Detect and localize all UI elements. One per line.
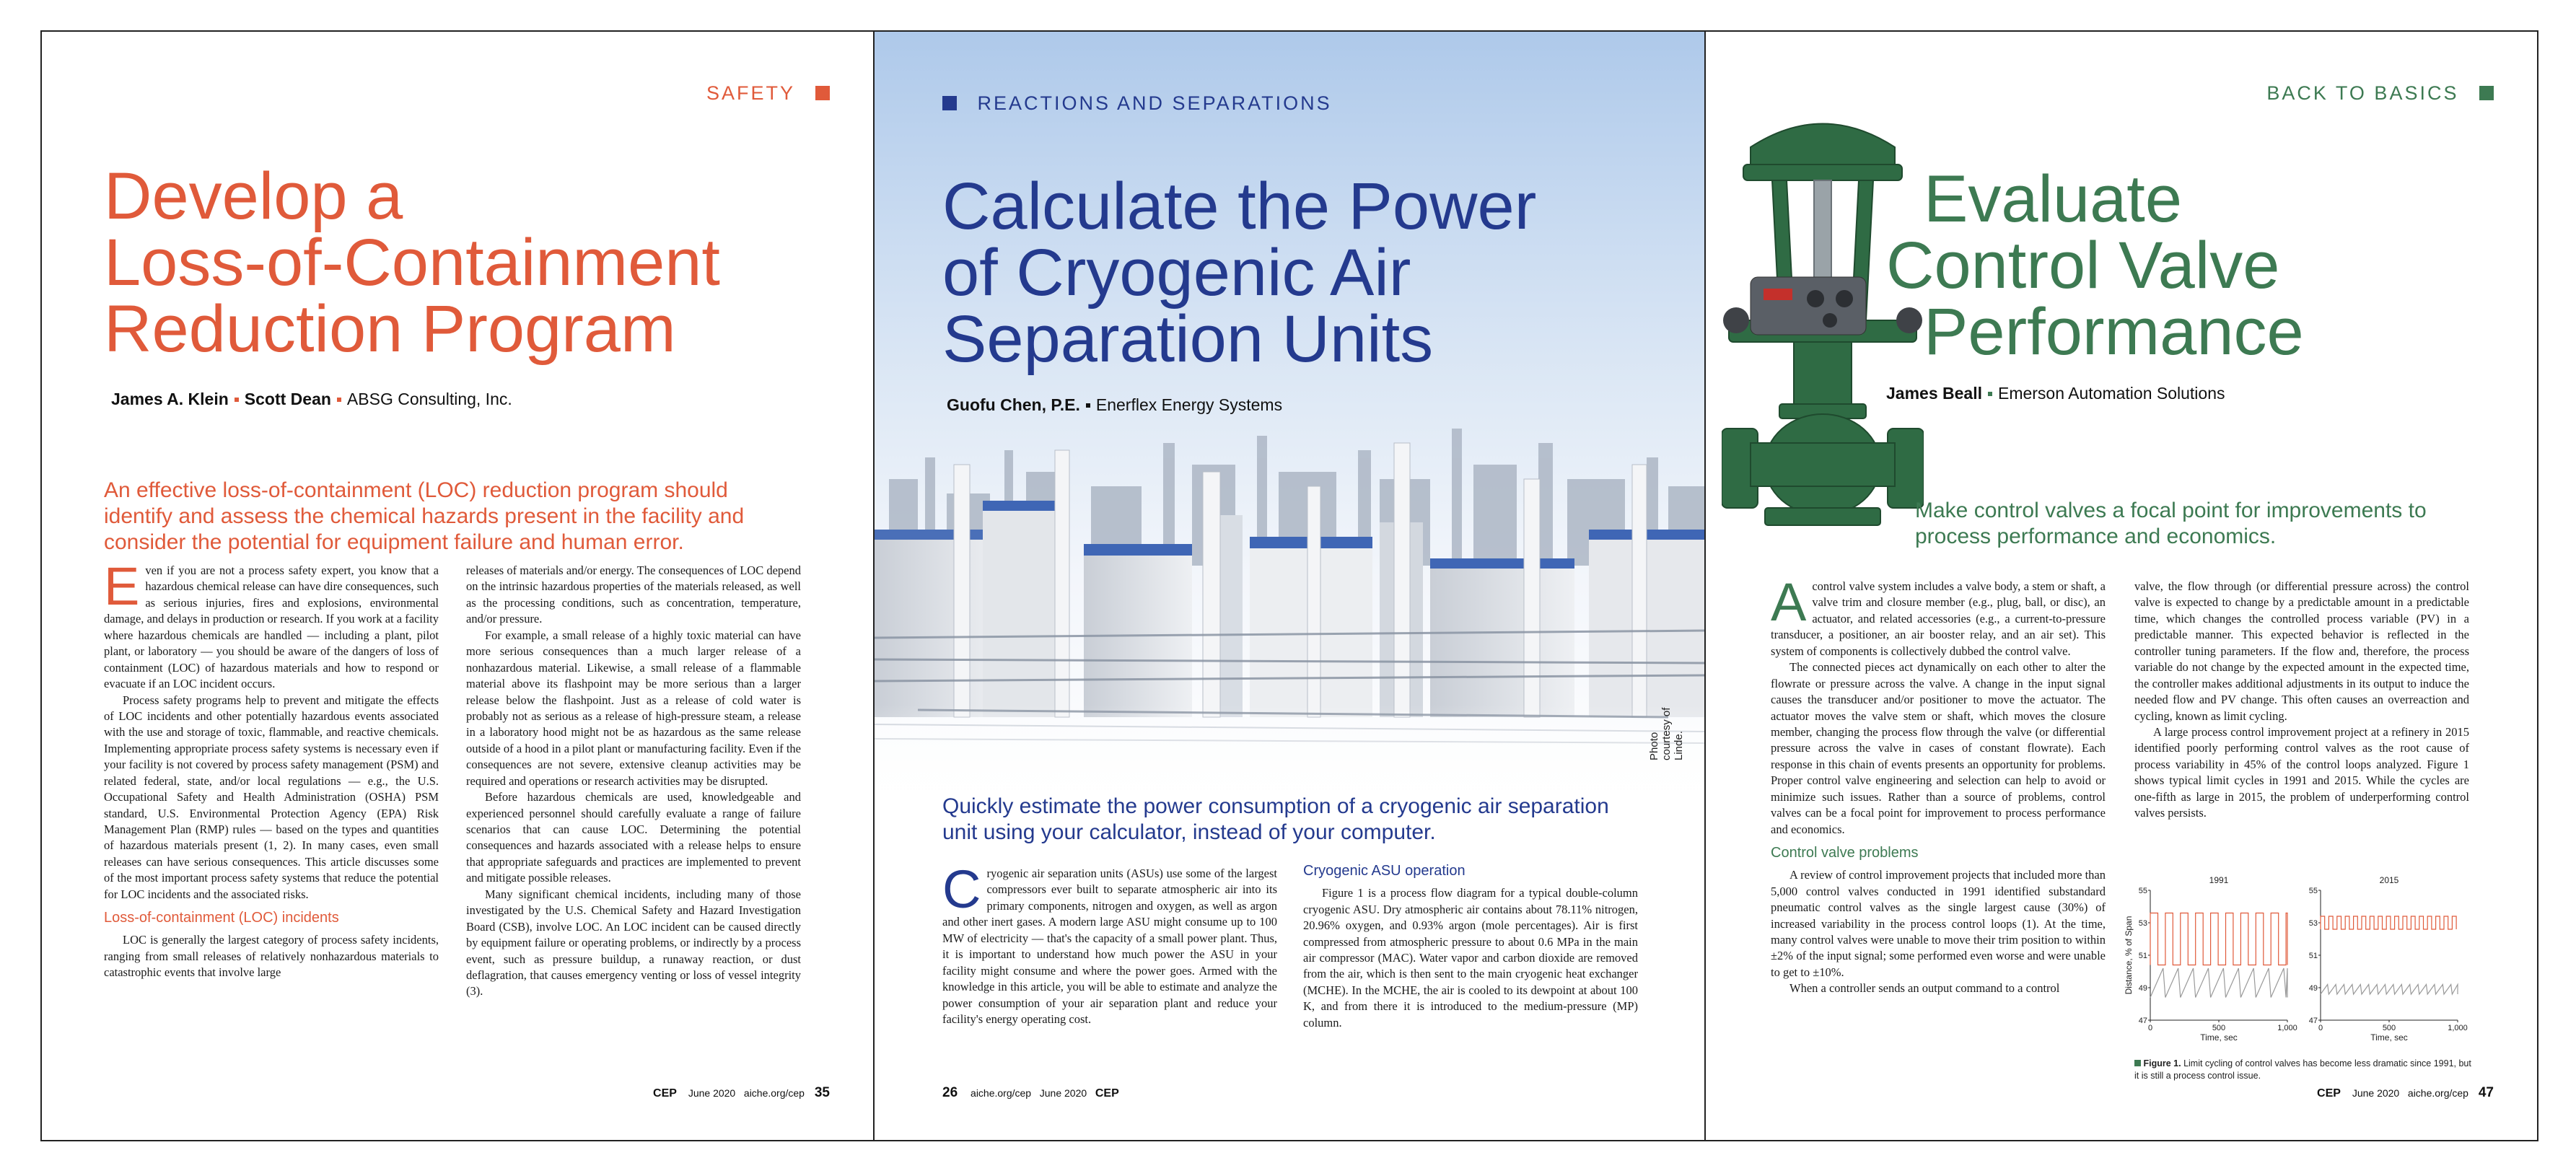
y-tick-label: 51 bbox=[2308, 952, 2318, 960]
page-control-valve bbox=[1704, 30, 2538, 1141]
paragraph: A large process control improvement project at a refinery in 2015 identified poorly performing control valves as the root cause of process variability in 45% of the control loops analyzed. Figure 1 shows typical limit cycles in 1991 and 2015. While the cycles are one-fifth as large in 2015, the problem of underperforming control valves persists. bbox=[2134, 724, 2469, 820]
separator-dot bbox=[1086, 403, 1090, 408]
figure-1-charts bbox=[2124, 874, 2471, 1058]
y-tick-label: 55 bbox=[2308, 887, 2318, 895]
journal-site: aiche.org/cep bbox=[743, 1087, 805, 1099]
section-square-icon bbox=[2479, 86, 2494, 100]
paragraph: The connected pieces act dynamically on each other to alter the flowrate or pressure across the valve. A change in the input signal causes the transducer and/or positioner to move the actuator. The actuator moves the valve stem or shaft, which moves the closure member, changing the process flow through the valve (or differential pressure across the valve in cases of constant flowrate). Each response in this chain of events presents an opportunity for problems. Proper control valve engineering and selection can help to avoid or minimize such issues. Rather than a source of problems, control valves can be a focal point for improvement to process performance and economics. bbox=[1771, 660, 2106, 836]
issue-date: June 2020 bbox=[688, 1087, 736, 1099]
paragraph: Before hazardous chemicals are used, knowledgeable and experienced personnel should carefully evaluate a range of failure scenarios that can cause LOC. Determining the potential consequences and hazards associated with a release helps to ensure that appropriate safeguards and practices are implemented to prevent and mitigate possible releases. bbox=[466, 790, 801, 885]
series-line-1 bbox=[2321, 916, 2456, 929]
photo-credit: Photo courtesy of Linde. bbox=[1648, 707, 1685, 760]
dropcap: A bbox=[1771, 572, 1807, 632]
caption-text: Limit cycling of control valves has become less dramatic since 1991, but it is still a process control issue. bbox=[2134, 1058, 2471, 1081]
x-axis-label: Time, sec bbox=[2370, 1032, 2408, 1043]
title-line: Evaluate bbox=[1924, 162, 2183, 236]
journal-name: CEP bbox=[2317, 1087, 2341, 1100]
paragraph: valve, the flow through (or differential pressure across) the control valve is expected to change by a predictable amount in a predictable time, which changes the controlled process variable (PV) in a predictable manner. This expected behavior is reflected in the controller tuning parameters. If the flow and, therefore, the process variable do not change by the expected amount in the expected time, the controller makes additional adjustments in its output to induce the needed flow and PV change. This often causes an overreaction and cycling, known as limit cycling. bbox=[2134, 579, 2469, 723]
author-name: James Beall bbox=[1886, 384, 1982, 403]
chart-title: 1991 bbox=[2209, 875, 2229, 885]
section-tag bbox=[706, 82, 830, 105]
title-line: Performance bbox=[1924, 295, 2304, 369]
byline bbox=[1886, 384, 2225, 403]
paragraph: A review of control improvement projects that included more than 5,000 control valves conducted in 1991 identified substandard pneumatic control valves as the single largest cause (30%) of increased variability in the process control loops (1). At the time, many control valves were unable to move their trim position to within ±2% of the input signal; some performed even worse and were unable to get to ±10%. bbox=[1771, 868, 2106, 979]
affiliation: Enerflex Energy Systems bbox=[1095, 395, 1283, 414]
y-tick-label: 49 bbox=[2308, 984, 2318, 993]
separator-dot bbox=[235, 398, 239, 402]
section-tag bbox=[2266, 82, 2494, 105]
article-deck: An effective loss-of-containment (LOC) reduction program should identify and assess the chemical hazards present in the facility and consider the potential for equipment failure and human error. bbox=[104, 478, 745, 554]
paragraph: releases of materials and/or energy. The consequences of LOC depend on the intrinsic hazardous properties of the materials released, as well as the processing conditions, such as concentration, temperature, and/or pressure. bbox=[466, 563, 801, 626]
x-axis-label: Time, sec bbox=[2200, 1032, 2238, 1043]
text-column-2 bbox=[1303, 861, 1638, 1031]
byline bbox=[947, 395, 1282, 415]
y-tick-label: 49 bbox=[2138, 984, 2147, 993]
page-safety bbox=[40, 30, 875, 1141]
separator-dot bbox=[337, 398, 341, 402]
x-tick-label: 1,000 bbox=[2277, 1024, 2297, 1032]
paragraph: Figure 1 is a process flow diagram for a typical double-column cryogenic ASU. Dry atmospheric air contains about 78.11% nitrogen, 20.96% oxygen, and 0.93% argon (mole percentages). Air is first compressed from atmospheric pressure to about 0.6 MPa in the main air compressor (MAC). Water vapor and carbon dioxide are removed from the air, which is then sent to the main cryogenic heat exchanger (MCHE). In the MCHE, the air is cooled to its dewpoint at about 100 K, and from there it is introduced to the medium-pressure (MP) column. bbox=[1303, 886, 1638, 1030]
title-line: Separation Units bbox=[942, 302, 1434, 376]
text-column-2 bbox=[466, 563, 801, 1000]
figure-caption bbox=[2134, 1058, 2474, 1082]
affiliation: ABSG Consulting, Inc. bbox=[346, 390, 512, 408]
section-tag bbox=[942, 92, 1332, 115]
title-line: Calculate the Power bbox=[942, 170, 1537, 243]
title-line: Loss-of-Containment bbox=[104, 226, 720, 299]
title-line: of Cryogenic Air bbox=[942, 236, 1411, 310]
page-number: 47 bbox=[2478, 1085, 2494, 1100]
journal-name: CEP bbox=[653, 1087, 677, 1100]
series-line-2 bbox=[2150, 968, 2287, 998]
x-tick-label: 500 bbox=[2382, 1024, 2396, 1032]
article-deck: Quickly estimate the power consumption of a cryogenic air separation unit using your calculator, instead of your computer. bbox=[942, 794, 1609, 844]
title-line: Develop a bbox=[104, 159, 403, 233]
section-label: SAFETY bbox=[706, 82, 795, 104]
section-label: REACTIONS AND SEPARATIONS bbox=[977, 92, 1332, 114]
paragraph: ven if you are not a process safety expert, you know that a hazardous chemical release can have dire consequences, such as serious injuries, fires and explosions, environmental damage, and delays in production or research. If you work at a facility where hazardous chemicals are handled — including a plant, pilot plant, or laboratory — you should be aware of the dangers of loss of containment (LOC) of hazardous materials and how to respond or evacuate if an LOC incident occurs. bbox=[104, 563, 439, 691]
text-column-1 bbox=[1771, 572, 2106, 997]
paragraph: Process safety programs help to prevent and mitigate the effects of LOC incidents and other potentially hazardous events associated with the use and storage of toxic, flammable, and reactive chemicals. Implementing appropriate process safety systems is necessary even if your facility is not covered by process safety management (PSM) and related federal, state, and/or local regulations — e.g., the U.S. Occupational Safety and Health Administration (OSHA) PSM standard, U.S. Environmental Protection Agency (EPA) Risk Management Plan (RMP) rules — based on the types and quantities of hazardous materials present (1, 2). In many cases, even small releases can have serious consequences. This article discusses some of the most important process safety systems that reduce the potential for LOC incidents and the associated risks. bbox=[104, 693, 439, 901]
paragraph: When a controller sends an output command to a control bbox=[1789, 981, 2060, 996]
journal-name: CEP bbox=[1095, 1087, 1119, 1100]
subheading: Control valve problems bbox=[1771, 845, 1919, 861]
journal-site: aiche.org/cep bbox=[2407, 1087, 2468, 1099]
issue-date: June 2020 bbox=[2352, 1087, 2400, 1099]
affiliation: Emerson Automation Solutions bbox=[1997, 384, 2225, 403]
caption-square-icon bbox=[2134, 1060, 2141, 1066]
y-axis-label: Distance, % of Span bbox=[2124, 916, 2134, 995]
separator-dot bbox=[1988, 392, 1992, 396]
author-name: James A. Klein bbox=[111, 390, 229, 408]
x-tick-label: 500 bbox=[2212, 1024, 2226, 1032]
article-title bbox=[104, 159, 720, 366]
paragraph: Many significant chemical incidents, including many of those investigated by the U.S. Chemical Safety and Hazard Investigation Board (CSB), involve LOC. An LOC incident can be caused directly by equipment failure or operating problems, or indirectly by a process event, such as pressure buildup, a runaway reaction, or dust deflagration, that causes emergency venting or loss of vessel integrity (3). bbox=[466, 887, 801, 999]
dropcap: E bbox=[104, 556, 140, 616]
page-footer bbox=[653, 1085, 830, 1101]
page-number: 35 bbox=[814, 1085, 830, 1100]
byline bbox=[111, 390, 512, 409]
y-tick-label: 47 bbox=[2138, 1017, 2147, 1025]
title-line: Control Valve bbox=[1886, 229, 2280, 302]
chart-title: 2015 bbox=[2379, 875, 2399, 885]
x-tick-label: 0 bbox=[2318, 1024, 2323, 1032]
paragraph: For example, a small release of a highly toxic material can have more serious consequences than a much larger release of a nonhazardous material. Likewise, a small release of a flammable material above its flashpoint may be more serious than a larger release below the flashpoint. Just as a release of cold water is probably not as serious as a release of high-pressure steam, a release in a laboratory hood might not be as hazardous as the same release outside of a hood in a pilot plant or manufacturing facility. Even if the consequences are not severe, extensive cleanup activities may be required and operations or research activities may be disrupted. bbox=[466, 628, 801, 788]
text-column-1 bbox=[942, 859, 1277, 1027]
series-line-1 bbox=[2150, 913, 2287, 965]
author-name: Guofu Chen, P.E. bbox=[947, 395, 1080, 414]
journal-site: aiche.org/cep bbox=[971, 1087, 1032, 1099]
page-footer bbox=[942, 1085, 1128, 1101]
caption-label: Figure 1. bbox=[2143, 1058, 2181, 1069]
issue-date: June 2020 bbox=[1039, 1087, 1087, 1099]
section-label: BACK TO BASICS bbox=[2266, 82, 2459, 104]
plant-photo bbox=[875, 421, 1706, 825]
dropcap: C bbox=[942, 859, 981, 919]
paragraph: ryogenic air separation units (ASUs) use some of the largest compressors ever built to separate atmospheric air into its primary components, nitrogen and oxygen, as well as argon and other inert gases. A modern large ASU might consume up to 100 MW of electricity — that's the capacity of a small power plant. Thus, it is important to understand how much power the ASU in your facility might consume and where the power goes. Armed with the knowledge in this article, you will be able to estimate and analyze the power consumption of your air separation plant and reduce your facility's energy operating cost. bbox=[942, 866, 1277, 1026]
article-title bbox=[1886, 162, 2304, 369]
subheading: Cryogenic ASU operation bbox=[1303, 863, 1466, 879]
text-column-2 bbox=[2134, 579, 2469, 822]
y-tick-label: 51 bbox=[2138, 952, 2147, 960]
section-square-icon bbox=[942, 96, 957, 110]
author-name: Scott Dean bbox=[244, 390, 331, 408]
article-deck: Make control valves a focal point for improvements to process performance and economics. bbox=[1915, 499, 2427, 548]
y-tick-label: 47 bbox=[2308, 1017, 2318, 1025]
text-column-1 bbox=[104, 556, 439, 981]
title-line: Reduction Program bbox=[104, 292, 676, 366]
subheading: Loss-of-containment (LOC) incidents bbox=[104, 910, 339, 926]
y-tick-label: 53 bbox=[2308, 919, 2318, 928]
section-square-icon bbox=[815, 86, 830, 100]
page-footer bbox=[2317, 1085, 2494, 1101]
limit-cycle-charts-svg bbox=[2124, 874, 2471, 1055]
paragraph: LOC is generally the largest category of process safety incidents, ranging from small releases of relatively nonhazardous materials to catastrophic events that involve large bbox=[104, 933, 439, 980]
page-cryogenic bbox=[873, 30, 1706, 1141]
y-tick-label: 53 bbox=[2138, 919, 2147, 928]
paragraph: control valve system includes a valve body, a stem or shaft, a valve trim and closure member (e.g., plug, ball, or disc), an actuator, and related accessories (e.g., a current-to-pressure transducer, a positioner, an air booster relay, and an air set). This system of components is collectively dubbed the control valve. bbox=[1771, 579, 2106, 658]
x-tick-label: 0 bbox=[2147, 1024, 2153, 1032]
y-tick-label: 55 bbox=[2138, 887, 2147, 895]
x-tick-label: 1,000 bbox=[2448, 1024, 2468, 1032]
page-number: 26 bbox=[942, 1085, 958, 1100]
article-title bbox=[942, 170, 1537, 376]
series-line-2 bbox=[2321, 985, 2458, 995]
